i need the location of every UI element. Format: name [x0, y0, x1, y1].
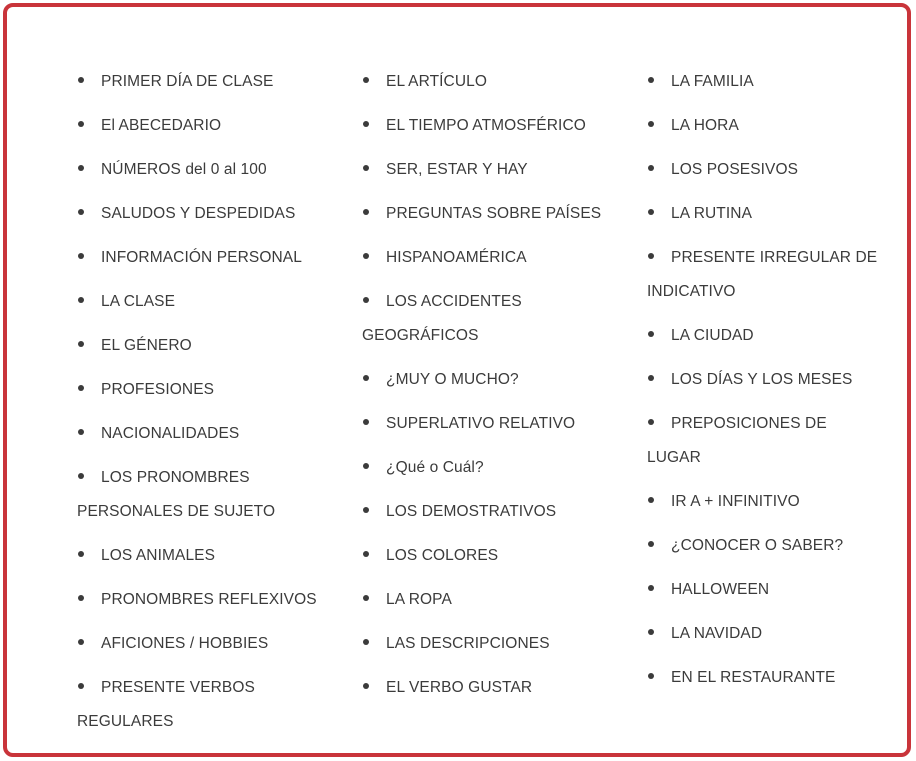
bullet-icon: [78, 385, 84, 391]
topic-link[interactable]: El ABECEDARIO: [101, 117, 222, 134]
bullet-icon: [363, 419, 369, 425]
topic-link[interactable]: LA ROPA: [386, 591, 452, 608]
topic-link[interactable]: EL TIEMPO ATMOSFÉRICO: [386, 117, 586, 134]
bullet-icon: [648, 629, 654, 635]
topic-item[interactable]: [362, 539, 602, 573]
topic-item[interactable]: [362, 671, 602, 705]
topic-link[interactable]: NACIONALIDADES: [101, 425, 240, 442]
bullet-icon: [363, 165, 369, 171]
topic-link[interactable]: ¿CONOCER O SABER?: [671, 537, 844, 554]
topic-link[interactable]: LOS DEMOSTRATIVOS: [386, 503, 557, 520]
topic-link[interactable]: LOS PRONOMBRES PERSONALES DE SUJETO: [77, 469, 276, 520]
topic-link[interactable]: LA NAVIDAD: [671, 625, 763, 642]
topic-item[interactable]: [77, 583, 317, 617]
bullet-icon: [78, 595, 84, 601]
topic-item[interactable]: [647, 661, 882, 695]
bullet-icon: [78, 77, 84, 83]
topic-item[interactable]: [77, 329, 317, 363]
topic-item[interactable]: [77, 539, 317, 573]
topics-column-3: [647, 65, 882, 705]
topic-item[interactable]: [647, 573, 882, 607]
topic-link[interactable]: LOS ACCIDENTES GEOGRÁFICOS: [362, 293, 522, 344]
bullet-icon: [363, 297, 369, 303]
bullet-icon: [648, 253, 654, 259]
topic-link[interactable]: PRESENTE IRREGULAR DE INDICATIVO: [647, 249, 878, 300]
bullet-icon: [78, 121, 84, 127]
bullet-icon: [78, 551, 84, 557]
bullet-icon: [648, 375, 654, 381]
topic-item[interactable]: [77, 197, 317, 231]
topic-item[interactable]: [362, 65, 602, 99]
bullet-icon: [648, 331, 654, 337]
topic-item[interactable]: [77, 417, 317, 451]
topic-link[interactable]: NÚMEROS del 0 al 100: [101, 161, 267, 178]
topic-item[interactable]: [647, 319, 882, 353]
bullet-icon: [78, 341, 84, 347]
bullet-icon: [78, 209, 84, 215]
topic-item[interactable]: [647, 241, 882, 309]
bullet-icon: [648, 209, 654, 215]
topic-link[interactable]: INFORMACIÓN PERSONAL: [101, 249, 302, 266]
topic-link[interactable]: SER, ESTAR Y HAY: [386, 161, 528, 178]
topic-item[interactable]: [647, 407, 882, 475]
topic-item[interactable]: [77, 671, 317, 739]
topic-link[interactable]: LOS ANIMALES: [101, 547, 216, 564]
topic-item[interactable]: [77, 461, 317, 529]
topic-link[interactable]: LA FAMILIA: [671, 73, 754, 90]
bullet-icon: [363, 253, 369, 259]
topic-item[interactable]: [647, 617, 882, 651]
bullet-icon: [363, 507, 369, 513]
topic-item[interactable]: [647, 109, 882, 143]
bullet-icon: [363, 595, 369, 601]
topic-link[interactable]: SALUDOS Y DESPEDIDAS: [101, 205, 296, 222]
bullet-icon: [648, 541, 654, 547]
topic-link[interactable]: AFICIONES / HOBBIES: [101, 635, 269, 652]
bullet-icon: [78, 429, 84, 435]
topic-link[interactable]: LOS POSESIVOS: [671, 161, 799, 178]
topic-link[interactable]: PRESENTE VERBOS REGULARES: [77, 679, 255, 730]
bullet-icon: [363, 77, 369, 83]
topic-link[interactable]: LOS DÍAS Y LOS MESES: [671, 371, 853, 388]
topic-item[interactable]: [362, 407, 602, 441]
topic-item[interactable]: [77, 109, 317, 143]
topic-link[interactable]: EL GÉNERO: [101, 337, 192, 354]
topic-link[interactable]: PRIMER DÍA DE CLASE: [101, 73, 274, 90]
topic-item[interactable]: [362, 363, 602, 397]
topic-item[interactable]: [77, 65, 317, 99]
topic-link[interactable]: EL ARTÍCULO: [386, 73, 488, 90]
topic-link[interactable]: EN EL RESTAURANTE: [671, 669, 836, 686]
topic-link[interactable]: SUPERLATIVO RELATIVO: [386, 415, 576, 432]
topic-item[interactable]: [647, 529, 882, 563]
topics-column-1: [77, 65, 317, 749]
topic-item[interactable]: [77, 153, 317, 187]
topic-item[interactable]: [362, 627, 602, 661]
topic-link[interactable]: LAS DESCRIPCIONES: [386, 635, 550, 652]
topic-link[interactable]: PRONOMBRES REFLEXIVOS: [101, 591, 317, 608]
topic-item[interactable]: [362, 109, 602, 143]
topic-item[interactable]: [362, 153, 602, 187]
bullet-icon: [648, 121, 654, 127]
topic-link[interactable]: ¿Qué o Cuál?: [386, 459, 484, 476]
bullet-icon: [648, 585, 654, 591]
topic-item[interactable]: [77, 241, 317, 275]
topic-link[interactable]: PREGUNTAS SOBRE PAÍSES: [386, 205, 602, 222]
topic-link[interactable]: LA CIUDAD: [671, 327, 754, 344]
bullet-icon: [78, 253, 84, 259]
bullet-icon: [78, 639, 84, 645]
bullet-icon: [363, 639, 369, 645]
bullet-icon: [78, 683, 84, 689]
bullet-icon: [363, 551, 369, 557]
topic-link[interactable]: IR A + INFINITIVO: [671, 493, 800, 510]
topic-link[interactable]: PROFESIONES: [101, 381, 215, 398]
bullet-icon: [363, 683, 369, 689]
topic-item[interactable]: [647, 65, 882, 99]
topic-item[interactable]: [647, 485, 882, 519]
bullet-icon: [648, 419, 654, 425]
bullet-icon: [648, 77, 654, 83]
bullet-icon: [78, 165, 84, 171]
topics-column-2: [362, 65, 602, 715]
topic-item[interactable]: [77, 627, 317, 661]
topic-link[interactable]: LA HORA: [671, 117, 739, 134]
topic-item[interactable]: [362, 451, 602, 485]
topic-item[interactable]: [647, 363, 882, 397]
topic-item[interactable]: [362, 241, 602, 275]
bullet-icon: [363, 121, 369, 127]
topic-link[interactable]: LA RUTINA: [671, 205, 753, 222]
topic-link[interactable]: HALLOWEEN: [671, 581, 770, 598]
topic-item[interactable]: [362, 285, 602, 353]
topic-item[interactable]: [362, 583, 602, 617]
topic-link[interactable]: PREPOSICIONES DE LUGAR: [647, 415, 827, 466]
topics-panel: [3, 3, 911, 757]
bullet-icon: [78, 297, 84, 303]
topic-item[interactable]: [77, 285, 317, 319]
topic-link[interactable]: HISPANOAMÉRICA: [386, 249, 527, 266]
topic-item[interactable]: [647, 153, 882, 187]
bullet-icon: [363, 463, 369, 469]
bullet-icon: [78, 473, 84, 479]
topic-link[interactable]: ¿MUY O MUCHO?: [386, 371, 519, 388]
bullet-icon: [648, 497, 654, 503]
topic-link[interactable]: LOS COLORES: [386, 547, 499, 564]
topic-item[interactable]: [647, 197, 882, 231]
bullet-icon: [648, 165, 654, 171]
topic-link[interactable]: LA CLASE: [101, 293, 176, 310]
topic-item[interactable]: [77, 373, 317, 407]
topic-item[interactable]: [362, 495, 602, 529]
topic-item[interactable]: [362, 197, 602, 231]
topic-link[interactable]: EL VERBO GUSTAR: [386, 679, 533, 696]
bullet-icon: [648, 673, 654, 679]
bullet-icon: [363, 209, 369, 215]
bullet-icon: [363, 375, 369, 381]
